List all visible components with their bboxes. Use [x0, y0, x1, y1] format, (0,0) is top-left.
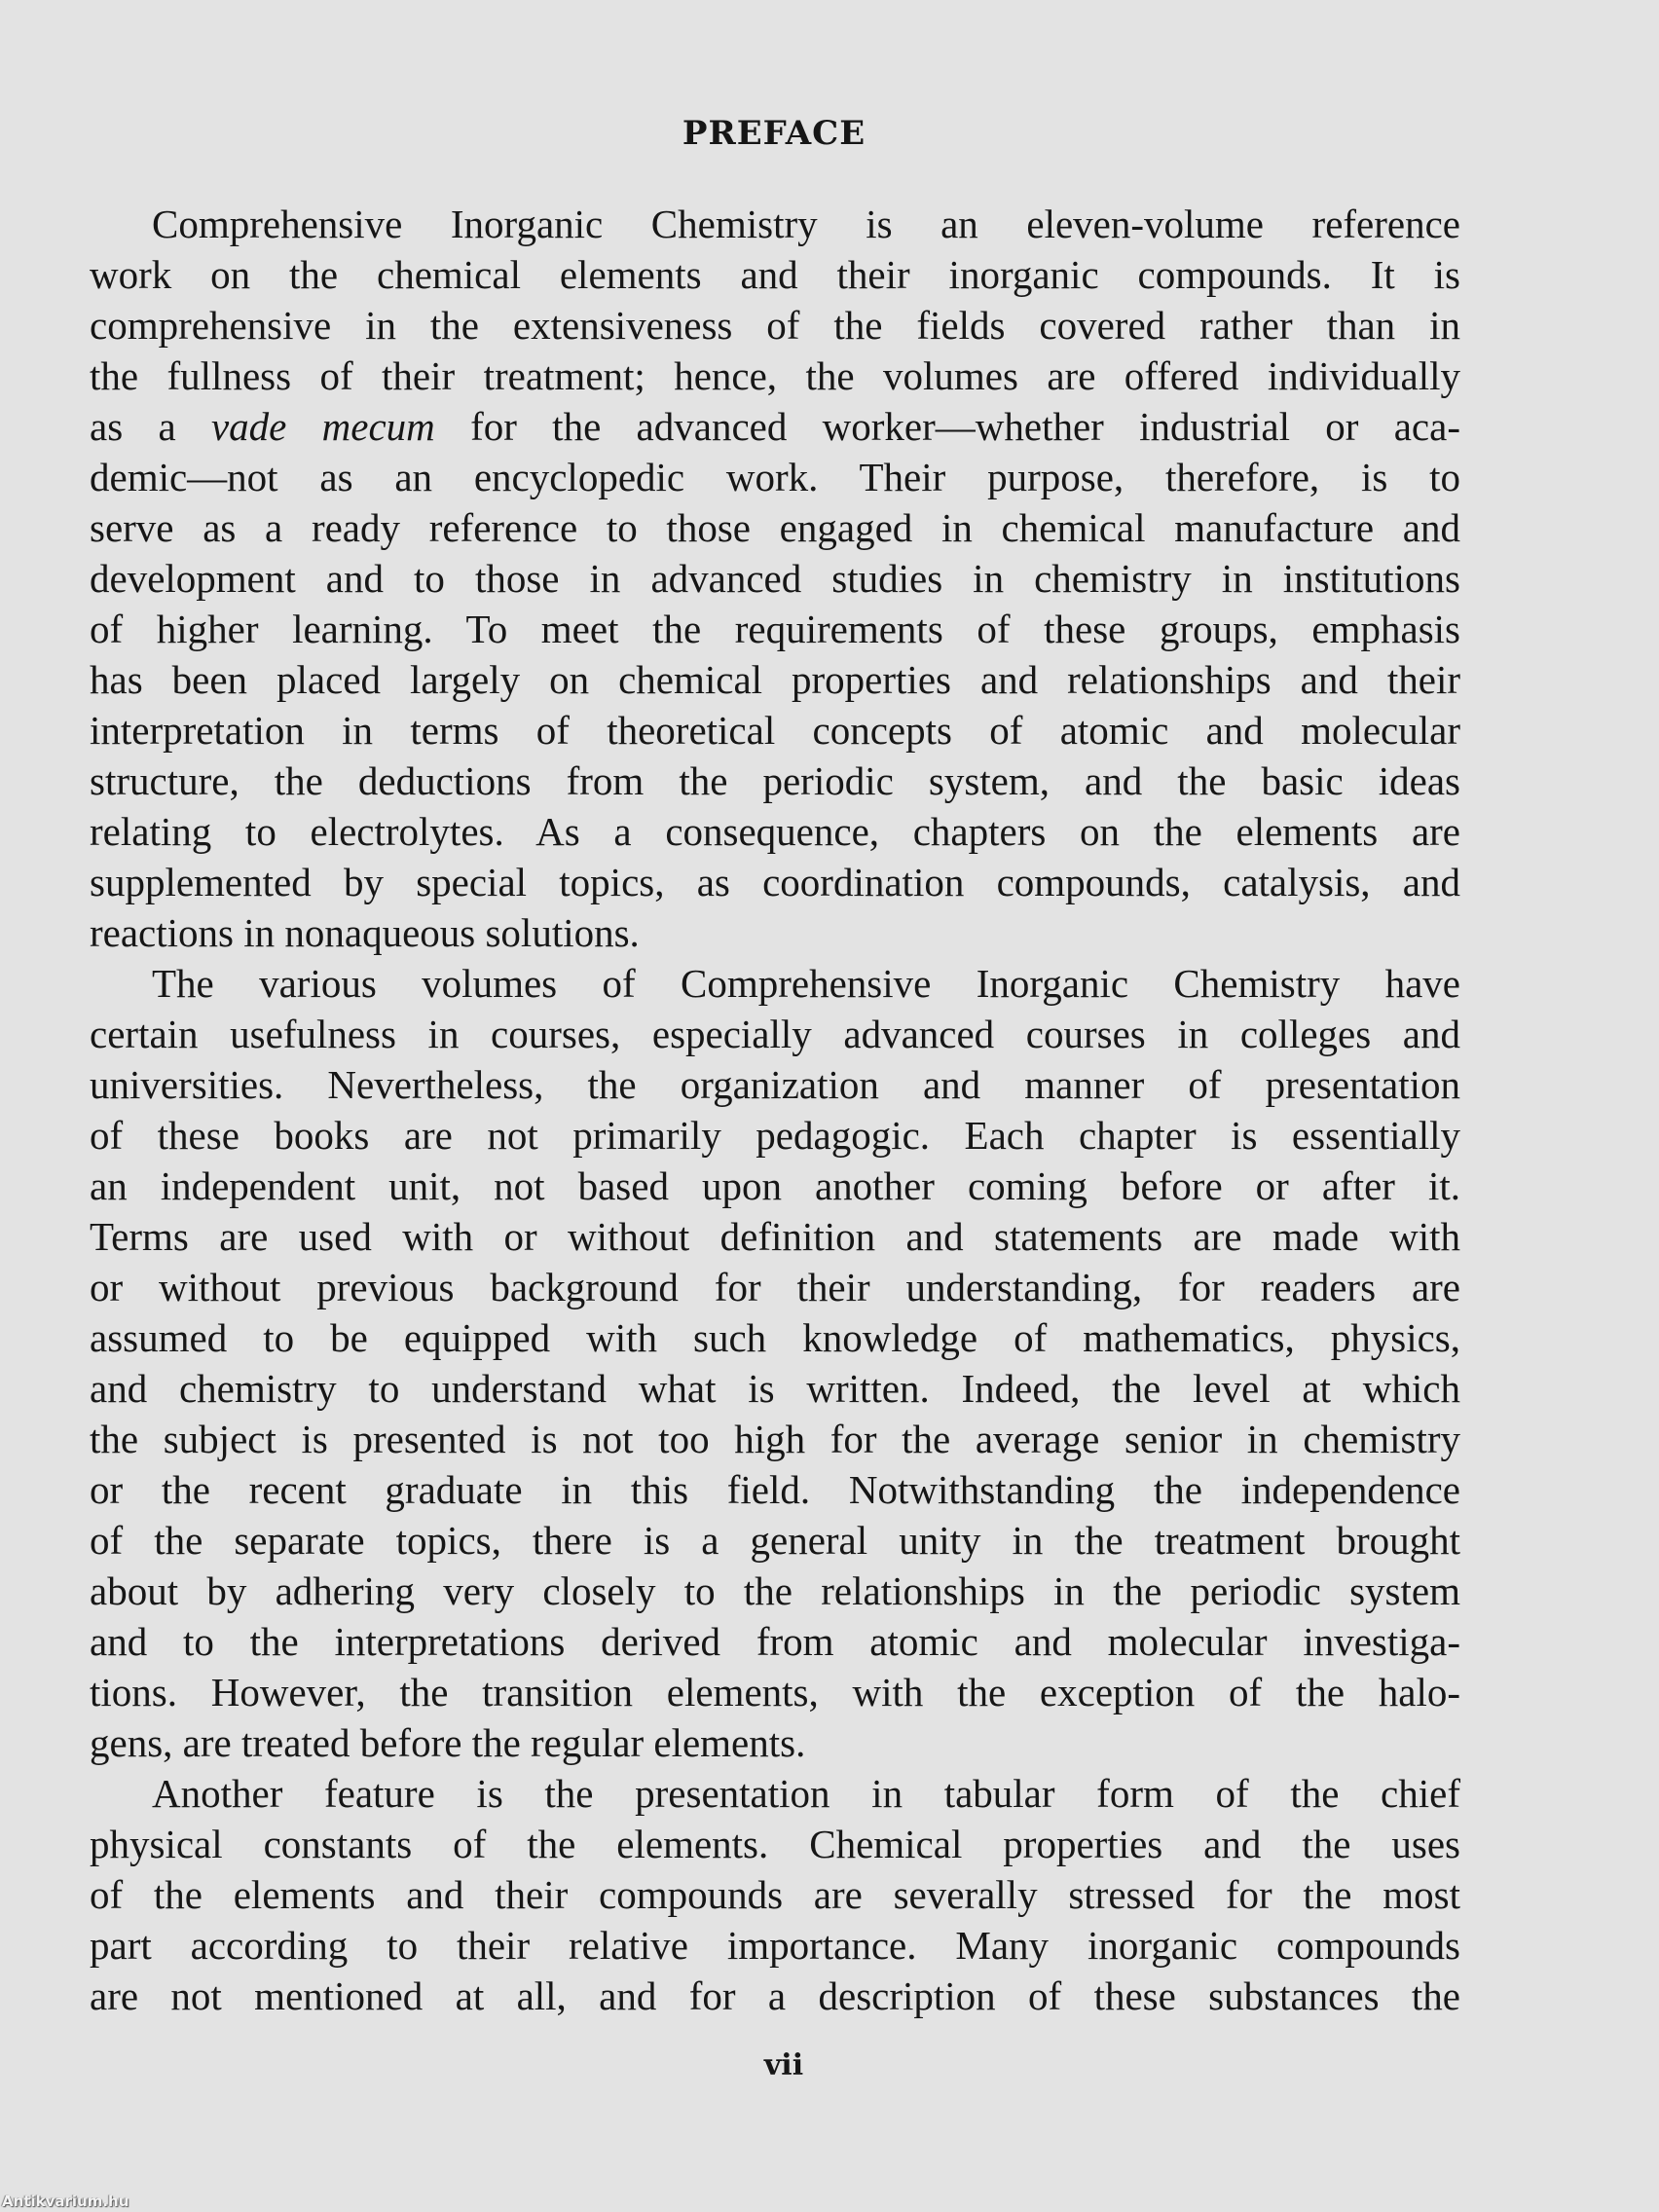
- text-line: structure, the deductions from the periodic system, and the basic ideas: [90, 758, 1460, 803]
- paragraph-3: [90, 1768, 1460, 2021]
- text-line: or the recent graduate in this field. Notwithstanding the independence: [90, 1467, 1460, 1512]
- text-line: and chemistry to understand what is written. Indeed, the level at which: [90, 1366, 1460, 1411]
- text-line: gens, are treated before the regular elements.: [90, 1720, 806, 1765]
- paragraph-1: [90, 199, 1460, 958]
- page-title: PREFACE: [682, 114, 866, 153]
- text-line: part according to their relative importance. Many inorganic compounds: [90, 1923, 1460, 1968]
- text-line: has been placed largely on chemical properties and relationships and their: [90, 657, 1460, 702]
- text-line: interpretation in terms of theoretical concepts of atomic and molecular: [90, 708, 1460, 753]
- italic-phrase-vade-mecum: vade mecum: [210, 404, 435, 449]
- text-line: comprehensive in the extensiveness of the fields covered rather than in: [90, 303, 1460, 348]
- text-line: the fullness of their treatment; hence, the volumes are offered individually: [90, 353, 1460, 398]
- text-line: tions. However, the transition elements, with the exception of the halo-: [90, 1670, 1460, 1714]
- text-line: Comprehensive Inorganic Chemistry is an eleven-volume reference: [152, 202, 1460, 246]
- text-line: and to the interpretations derived from atomic and molecular investiga-: [90, 1619, 1460, 1664]
- text-line: relating to electrolytes. As a consequence, chapters on the elements are: [90, 809, 1460, 854]
- text-segment: for the advanced worker—whether industrial or aca-: [434, 404, 1460, 449]
- text-line: the subject is presented is not too high for the average senior in chemistry: [90, 1417, 1460, 1461]
- text-line: an independent unit, not based upon another coming before or after it.: [90, 1163, 1460, 1208]
- page-number: vii: [763, 2048, 804, 2083]
- text-line: physical constants of the elements. Chemical properties and the uses: [90, 1822, 1460, 1866]
- text-line: reactions in nonaqueous solutions.: [90, 910, 640, 955]
- text-line: of these books are not primarily pedagogic. Each chapter is essentially: [90, 1113, 1460, 1158]
- text-line: of the elements and their compounds are severally stressed for the most: [90, 1872, 1460, 1917]
- text-segment: as a: [90, 404, 211, 449]
- text-line: demic—not as an encyclopedic work. Their purpose, therefore, is to: [90, 455, 1460, 499]
- text-line: are not mentioned at all, and for a description of these substances the: [90, 1973, 1460, 2018]
- text-line: universities. Nevertheless, the organization and manner of presentation: [90, 1062, 1460, 1107]
- text-line: Another feature is the presentation in tabular form of the chief: [152, 1771, 1460, 1816]
- text-line: of the separate topics, there is a general unity in the treatment brought: [90, 1518, 1460, 1563]
- text-line-with-italic: [90, 401, 1460, 452]
- text-line: work on the chemical elements and their inorganic compounds. It is: [90, 252, 1460, 297]
- text-line: certain usefulness in courses, especially advanced courses in colleges and: [90, 1012, 1460, 1056]
- text-line: The various volumes of Comprehensive Inorganic Chemistry have: [152, 961, 1460, 1006]
- preface-body: [90, 199, 1460, 2021]
- text-line: supplemented by special topics, as coordination compounds, catalysis, and: [90, 860, 1460, 904]
- paragraph-2: [90, 958, 1460, 1768]
- text-line: of higher learning. To meet the requirements of these groups, emphasis: [90, 607, 1460, 651]
- text-line: about by adhering very closely to the relationships in the periodic system: [90, 1568, 1460, 1613]
- text-line: or without previous background for their understanding, for readers are: [90, 1265, 1460, 1309]
- text-line: assumed to be equipped with such knowledge of mathematics, physics,: [90, 1315, 1460, 1360]
- text-line: serve as a ready reference to those engaged in chemical manufacture and: [90, 505, 1460, 550]
- text-line: development and to those in advanced studies in chemistry in institutions: [90, 556, 1460, 601]
- watermark-logo: Antikvarium.hu: [2, 2193, 129, 2210]
- text-line: Terms are used with or without definition and statements are made with: [90, 1214, 1460, 1259]
